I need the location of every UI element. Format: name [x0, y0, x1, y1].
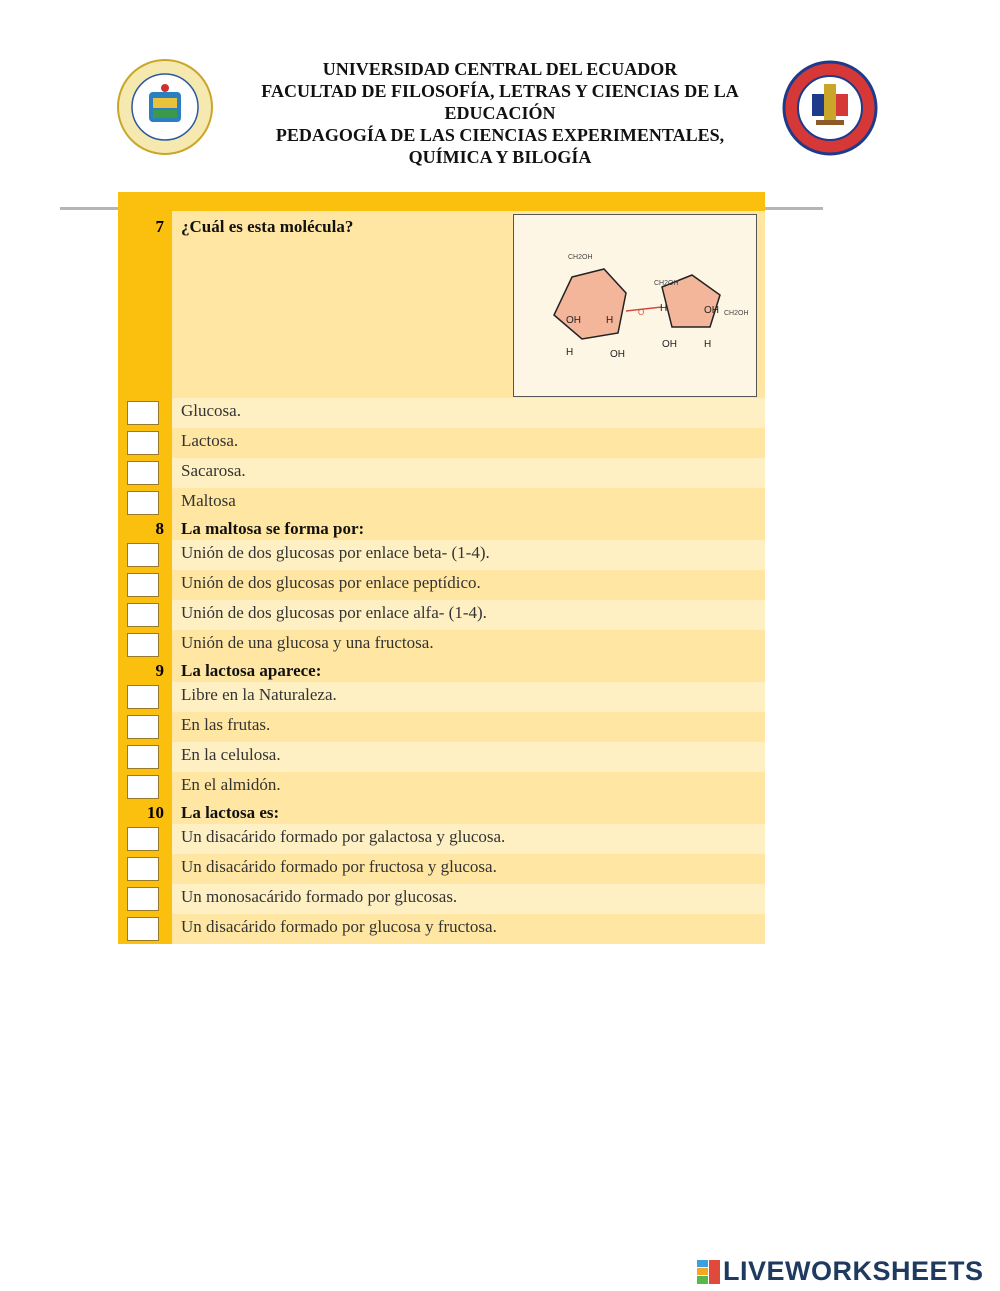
question-7-option-2 [118, 428, 765, 458]
answer-checkbox[interactable] [127, 491, 159, 515]
question-number: 7 [118, 211, 172, 398]
svg-text:OH: OH [610, 349, 625, 360]
option-text: Un monosacárido formado por glucosas. [172, 884, 765, 914]
question-8-option-3 [118, 600, 765, 630]
liveworksheets-logo[interactable] [697, 1256, 984, 1287]
question-8-option-1 [118, 540, 765, 570]
answer-checkbox[interactable] [127, 461, 159, 485]
svg-text:OH: OH [704, 305, 719, 316]
question-9-option-4 [118, 772, 765, 802]
question-number: 10 [118, 802, 172, 824]
header-faculty-cont: EDUCACIÓN [444, 103, 556, 123]
molecule-image [513, 214, 757, 397]
option-text: Unión de dos glucosas por enlace alfa- (1-4). [172, 600, 765, 630]
answer-checkbox[interactable] [127, 431, 159, 455]
svg-text:CH2OH: CH2OH [568, 254, 593, 261]
question-number: 9 [118, 660, 172, 682]
answer-checkbox[interactable] [127, 573, 159, 597]
answer-checkbox[interactable] [127, 775, 159, 799]
option-text: Un disacárido formado por galactosa y glucosa. [172, 824, 765, 854]
option-text: Libre en la Naturaleza. [172, 682, 765, 712]
header-faculty: FACULTAD DE FILOSOFÍA, LETRAS Y CIENCIAS DE LA [261, 81, 739, 101]
option-text: Sacarosa. [172, 458, 765, 488]
header-program: PEDAGOGÍA DE LAS CIENCIAS EXPERIMENTALES, [275, 125, 725, 145]
option-text: Unión de dos glucosas por enlace peptídico. [172, 570, 765, 600]
quiz-table [118, 192, 765, 944]
question-10-option-2 [118, 854, 765, 884]
option-text: Un disacárido formado por glucosa y fructosa. [172, 914, 765, 944]
table-top-bar [118, 192, 765, 211]
document-header [0, 58, 1000, 168]
question-7-option-4 [118, 488, 765, 518]
answer-checkbox[interactable] [127, 685, 159, 709]
liveworksheets-icon [697, 1260, 721, 1284]
svg-text:H: H [566, 347, 574, 358]
question-8-option-4 [118, 630, 765, 660]
header-university: UNIVERSIDAD CENTRAL DEL ECUADOR [322, 59, 678, 79]
question-7-header [118, 211, 765, 398]
option-text: Maltosa [172, 488, 765, 518]
question-7-option-3 [118, 458, 765, 488]
answer-checkbox[interactable] [127, 745, 159, 769]
question-text: La maltosa se forma por: [181, 519, 365, 538]
liveworksheets-wordmark: LIVEWORKSHEETS [723, 1256, 984, 1286]
question-8-option-2 [118, 570, 765, 600]
option-text: En la celulosa. [172, 742, 765, 772]
svg-text:H: H [704, 339, 712, 350]
svg-text:CH2OH: CH2OH [654, 280, 679, 287]
answer-checkbox[interactable] [127, 887, 159, 911]
answer-checkbox[interactable] [127, 401, 159, 425]
question-9-header [118, 660, 765, 682]
question-text: La lactosa es: [181, 803, 280, 822]
question-9-option-3 [118, 742, 765, 772]
svg-text:OH: OH [566, 315, 581, 326]
question-9-option-1 [118, 682, 765, 712]
answer-checkbox[interactable] [127, 715, 159, 739]
answer-checkbox[interactable] [127, 543, 159, 567]
option-text: En las frutas. [172, 712, 765, 742]
svg-text:CH2OH: CH2OH [724, 310, 749, 317]
answer-checkbox[interactable] [127, 857, 159, 881]
question-10-header [118, 802, 765, 824]
question-10-option-1 [118, 824, 765, 854]
question-8-header [118, 518, 765, 540]
answer-checkbox[interactable] [127, 603, 159, 627]
question-10-option-3 [118, 884, 765, 914]
svg-text:H: H [660, 303, 668, 314]
svg-text:OH: OH [662, 339, 677, 350]
question-10-option-4 [118, 914, 765, 944]
header-program-cont: QUÍMICA Y BILOGÍA [408, 147, 592, 167]
option-text: Glucosa. [172, 398, 765, 428]
svg-text:H: H [606, 315, 614, 326]
option-text: En el almidón. [172, 772, 765, 802]
option-text: Unión de una glucosa y una fructosa. [172, 630, 765, 660]
option-text: Lactosa. [172, 428, 765, 458]
answer-checkbox[interactable] [127, 827, 159, 851]
svg-text:O: O [638, 308, 645, 317]
option-text: Unión de dos glucosas por enlace beta- (1-4). [172, 540, 765, 570]
question-9-option-2 [118, 712, 765, 742]
answer-checkbox[interactable] [127, 917, 159, 941]
question-text: La lactosa aparece: [181, 661, 322, 680]
question-number: 8 [118, 518, 172, 540]
answer-checkbox[interactable] [127, 633, 159, 657]
question-7-option-1 [118, 398, 765, 428]
option-text: Un disacárido formado por fructosa y glucosa. [172, 854, 765, 884]
question-text: ¿Cuál es esta molécula? [181, 217, 354, 236]
